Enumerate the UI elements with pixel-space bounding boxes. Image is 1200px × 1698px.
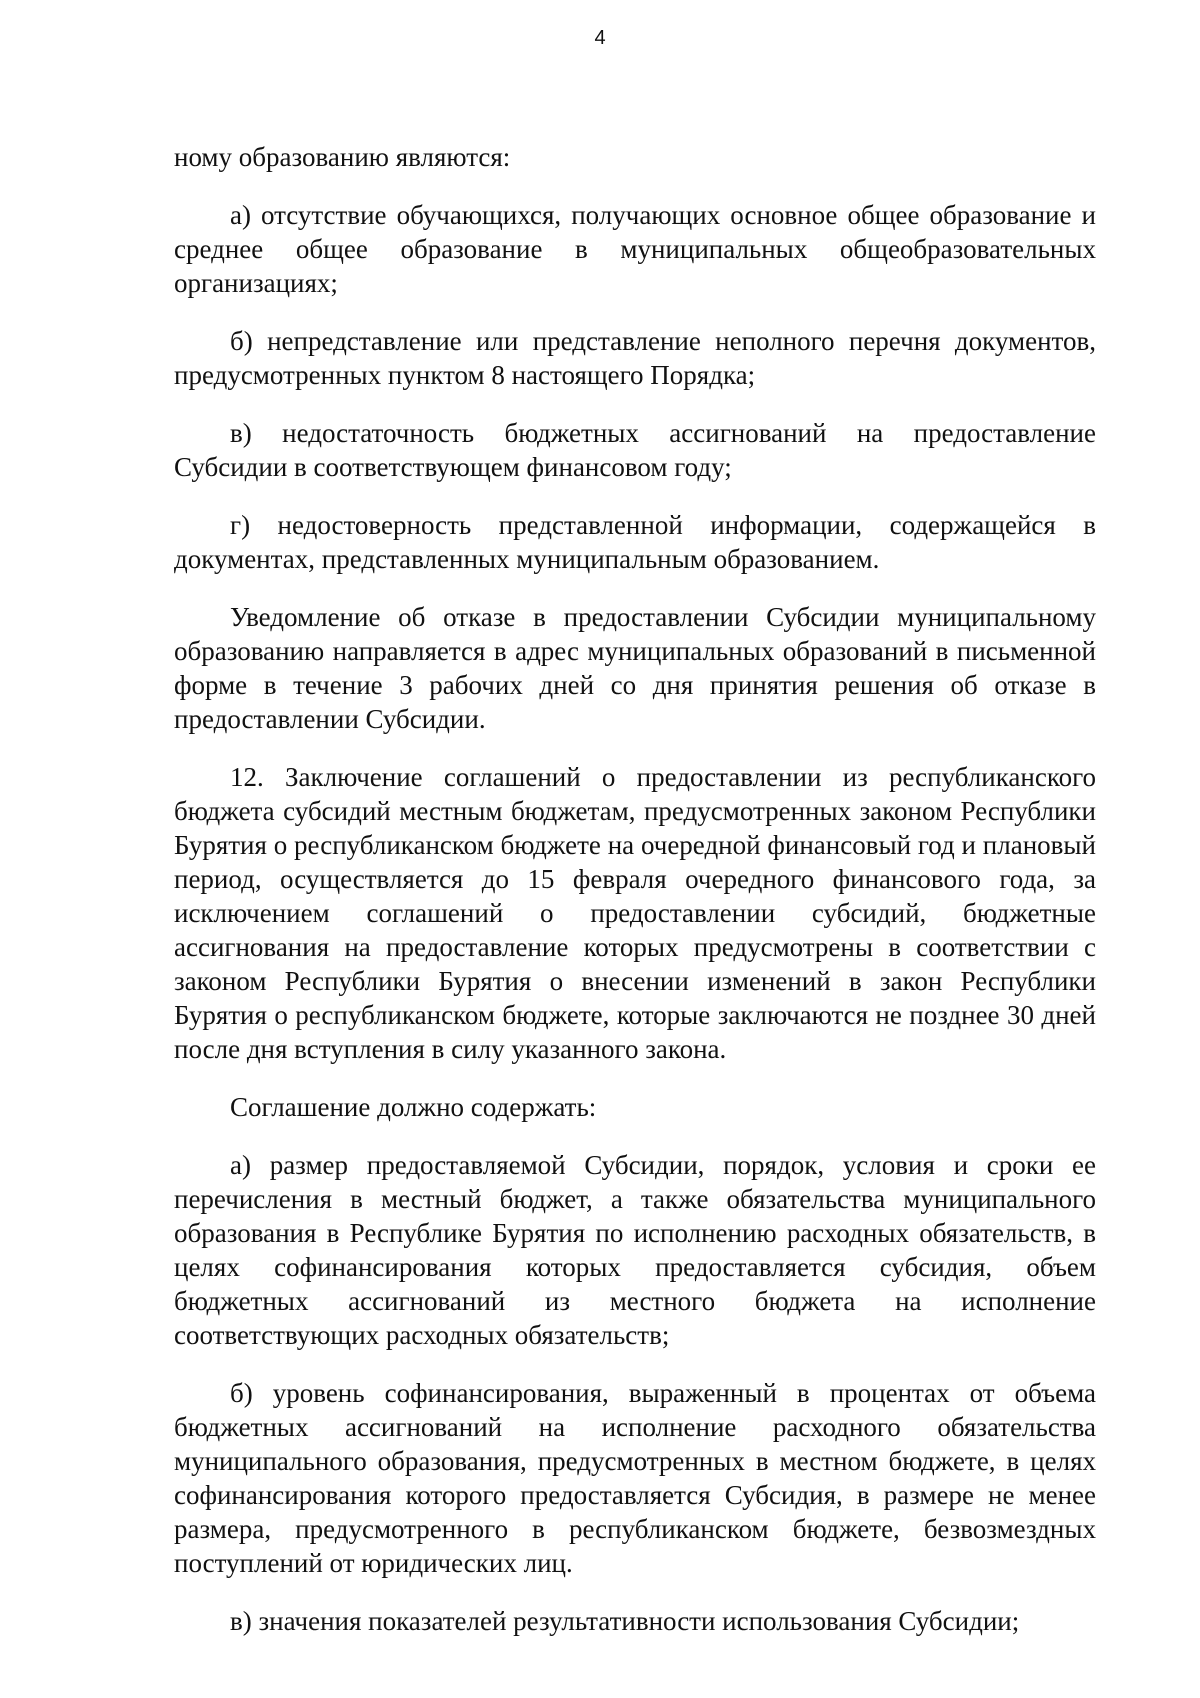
page-number: 4 xyxy=(594,27,606,49)
paragraph-item-a-no-students: а) отсутствие обучающихся, получающих основное общее образование и среднее общее образование в муниципальных общеобразовательных организациях; xyxy=(174,200,1096,298)
paragraph-item-v-insufficient-funds: в) недостаточность бюджетных ассигнований на предоставление Субсидии в соответствующем финансовом году; xyxy=(174,418,1096,482)
paragraph-intro-continuation: ному образованию являются: xyxy=(174,142,511,172)
paragraph-agreement-contents-heading: Соглашение должно содержать: xyxy=(230,1092,597,1122)
paragraph-refusal-notice: Уведомление об отказе в предоставлении Субсидии муниципальному образованию направляется в адрес муниципальных образований в письменной форме в течение 3 рабочих дней со дня принятия решения об отказе в предоставлении Субсидии. xyxy=(174,602,1096,734)
paragraph-item-g-unreliable-info: г) недостоверность представленной информации, содержащейся в документах, представленных муниципальным образованием. xyxy=(174,510,1096,574)
paragraph-clause-12: 12. Заключение соглашений о предоставлении из республиканского бюджета субсидий местным бюджетам, предусмотренных законом Республики Бурятия о республиканском бюджете на очередной финансовый год и плановый период, осуществляется до 15 февраля очередного финансового года, за исключением соглашений о предоставлении субсидий, бюджетные ассигнования на предоставление которых предусмотрены в соответствии с законом Республики Бурятия о внесении изменений в закон Республики Бурятия о республиканском бюджете, которые заключаются не позднее 30 дней после дня вступления в силу указанного закона. xyxy=(174,762,1096,1064)
paragraph-agreement-item-v: в) значения показателей результативности использования Субсидии; xyxy=(230,1606,1020,1636)
document-body xyxy=(174,140,1096,1662)
paragraph-agreement-item-b: б) уровень софинансирования, выраженный в процентах от объема бюджетных ассигнований на исполнение расходного обязательства муниципального образования, предусмотренных в местном бюджете, в целях софинансирования которого предоставляется Субсидия, в размере не менее размера, предусмотренного в республиканском бюджете, безвозмездных поступлений от юридических лиц. xyxy=(174,1378,1096,1578)
paragraph-item-b-documents: б) непредставление или представление неполного перечня документов, предусмотренных пунктом 8 настоящего Порядка; xyxy=(174,326,1096,390)
paragraph-agreement-item-a: а) размер предоставляемой Субсидии, порядок, условия и сроки ее перечисления в местный бюджет, а также обязательства муниципального образования в Республике Бурятия по исполнению расходных обязательств, в целях софинансирования которых предоставляется субсидия, объем бюджетных ассигнований из местного бюджета на исполнение соответствующих расходных обязательств; xyxy=(174,1150,1096,1350)
